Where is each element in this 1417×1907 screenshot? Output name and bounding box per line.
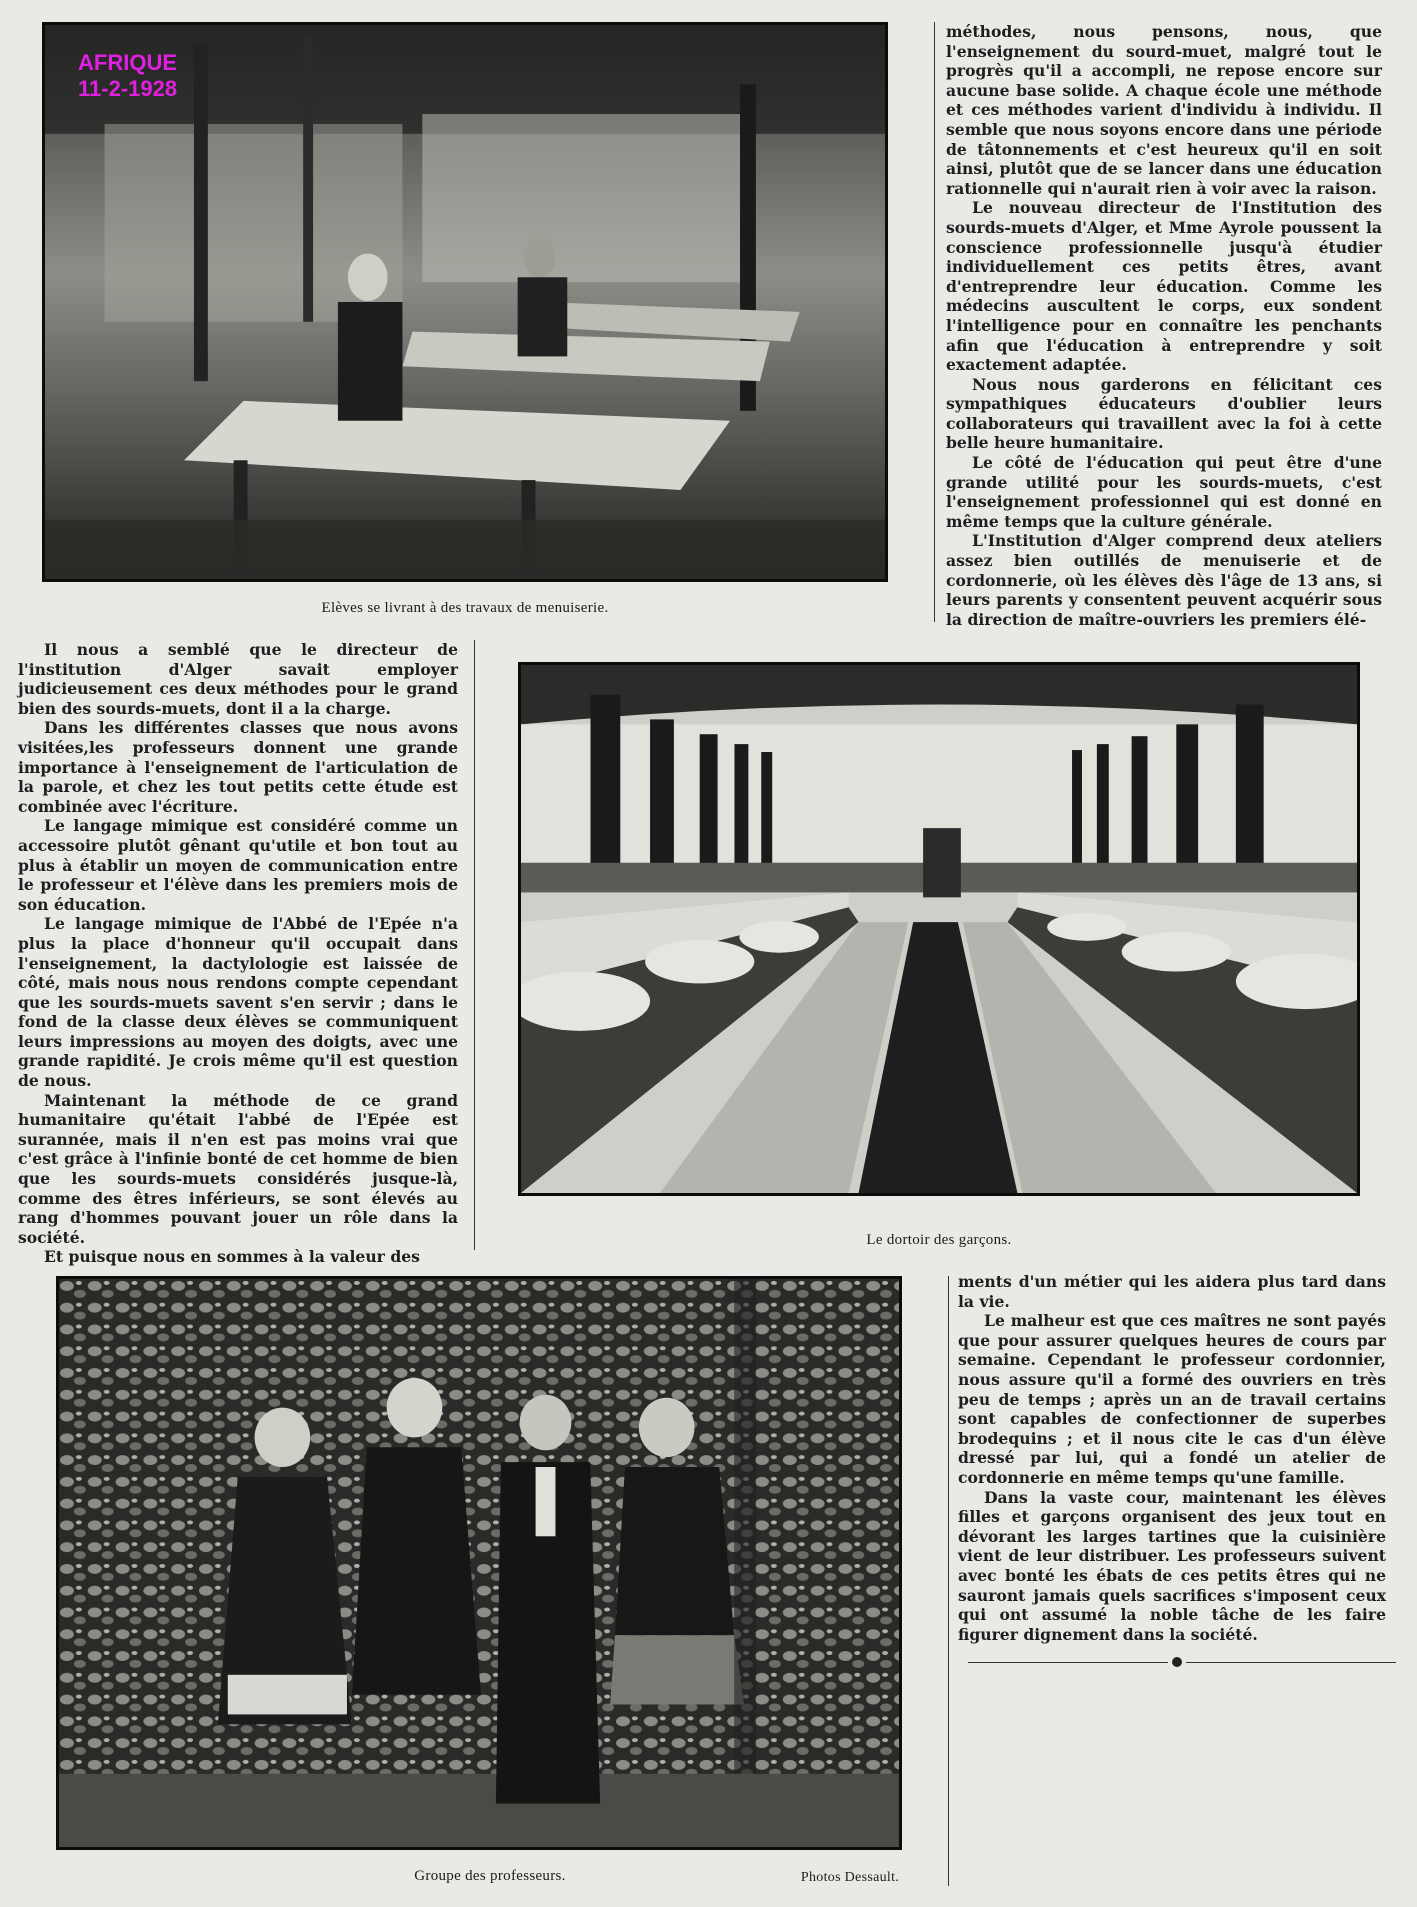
- end-ornament: [1172, 1657, 1182, 1667]
- paragraph: ments d'un métier qui les aidera plus tard dans la vie.: [958, 1272, 1386, 1311]
- paragraph: Le côté de l'éducation qui peut être d'une grande utilité pour les sourds-muets, c'est l'enseignement professionnel qui est donné en même temps que la culture générale.: [946, 453, 1382, 531]
- end-rule-right: [1186, 1662, 1396, 1663]
- stamp-line-2: 11-2-1928: [78, 76, 178, 101]
- end-rule-left: [968, 1662, 1168, 1663]
- column-top-right: [946, 22, 1382, 629]
- teachers-photo-image: [59, 1279, 899, 1847]
- paragraph: méthodes, nous pensons, nous, que l'enseignement du sourd-muet, malgré tout le progrès qu'il a accompli, ne repose encore sur aucune base solide. A chaque école une méthode et ces méthodes varient d'individu à individu. Il semble que nous soyons encore dans une période de tâtonnements et c'est heureux qu'il en soit ainsi, plutôt que de se lancer dans une éducation rationnelle qui n'aurait rien à voir avec la raison.: [946, 22, 1382, 198]
- workshop-photo: [42, 22, 888, 582]
- paragraph: Le langage mimique de l'Abbé de l'Epée n'a plus la place d'honneur qu'il occupait dans l'enseignement, la dactylologie est laissée de côté, mais nous nous rendons compte cependant que les sourds-muets savent s'en servir ; dans le fond de la classe deux élèves se communiquent leurs impressions au moyen des doigts, avec une grande rapidité. Je crois même qu'il est question de nous.: [18, 914, 458, 1091]
- paragraph: Le malheur est que ces maîtres ne sont payés que pour assurer quelques heures de cours par semaine. Cependant le professeur cordonnier, nous assure qu'il a formé des ouvriers en très peu de temps ; après un an de travail certains sont capables de confectionner de superbes brodequins ; et il nous cite le cas d'un élève dressé par lui, qui a fondé un atelier de cordonnerie en même temps qu'une famille.: [958, 1311, 1386, 1487]
- photo-credit: Photos Dessault.: [800, 1870, 900, 1885]
- workshop-caption: Elèves se livrant à des travaux de menuiserie.: [321, 600, 609, 616]
- paragraph: Maintenant la méthode de ce grand humanitaire qu'était l'abbé de l'Epée est surannée, mais il n'en est pas moins vrai que c'est grâce à l'infinie bonté de cet homme de bien que les sourds-muets considérés jusque-là, comme des êtres inférieurs, se sont élevés au rang d'hommes pouvant jouer un rôle dans la société.: [18, 1090, 458, 1247]
- column-rule-bottom: [948, 1276, 949, 1886]
- paragraph: Le nouveau directeur de l'Institution des sourds-muets d'Alger, et Mme Ayrole poussent la conscience professionnelle jusqu'à étudier individuellement ces petits êtres, avant d'entreprendre leur éducation. Comme les médecins auscultent le corps, eux sondent l'intelligence pour en connaître les penchants afin que l'éducation à entreprendre y soit exactement adaptée.: [946, 198, 1382, 375]
- column-rule-top: [934, 22, 935, 622]
- paragraph: Dans la vaste cour, maintenant les élèves filles et garçons organisent des jeux tout en dévorant les larges tartines que la cuisinière vient de leur distribuer. Les professeurs suivent avec bonté les ébats de ces petits êtres qui ne sauront jamais quels sacrifices s'imposent ceux qui ont assumé la noble tâche de les faire figurer dignement dans la société.: [958, 1487, 1386, 1644]
- dormitory-photo-image: [521, 665, 1357, 1193]
- paragraph: Dans les différentes classes que nous avons visitées,les professeurs donnent une grande importance à l'enseignement de l'articulation de la parole, et chez les tout petits cette étude est combinée avec l'écriture.: [18, 718, 458, 816]
- column-bottom-right: [958, 1272, 1386, 1644]
- workshop-photo-image: [45, 25, 885, 579]
- dormitory-photo: [518, 662, 1360, 1196]
- column-middle-left: [18, 640, 458, 1267]
- column-rule-middle: [474, 640, 475, 1250]
- paragraph: Nous nous garderons en félicitant ces sympathiques éducateurs d'oublier leurs collaborateurs qui travaillent avec la foi à cette belle heure humanitaire.: [946, 374, 1382, 453]
- stamp-line-1: AFRIQUE: [78, 50, 177, 75]
- paragraph: Le langage mimique est considéré comme un accessoire plutôt gênant qu'utile et bon tout au plus à établir un moyen de communication entre le professeur et l'élève dans les premiers mois de son éducation.: [18, 816, 458, 914]
- archive-stamp: [78, 50, 177, 102]
- paragraph: Et puisque nous en sommes à la valeur des: [44, 1247, 420, 1267]
- teachers-caption: Groupe des professeurs.: [414, 1868, 566, 1884]
- teachers-photo: [56, 1276, 902, 1850]
- paragraph: Il nous a semblé que le directeur de l'institution d'Alger savait employer judicieusement ces deux méthodes pour le grand bien des sourds-muets, dont il a la charge.: [18, 640, 458, 718]
- dormitory-caption: Le dortoir des garçons.: [866, 1232, 1012, 1248]
- paragraph: L'Institution d'Alger comprend deux ateliers assez bien outillés de menuiserie et de cordonnerie, où les élèves dès l'âge de 13 ans, si leurs parents y consentent peuvent acquérir sous la direction de maître-ouvriers les premiers élé-: [946, 531, 1382, 629]
